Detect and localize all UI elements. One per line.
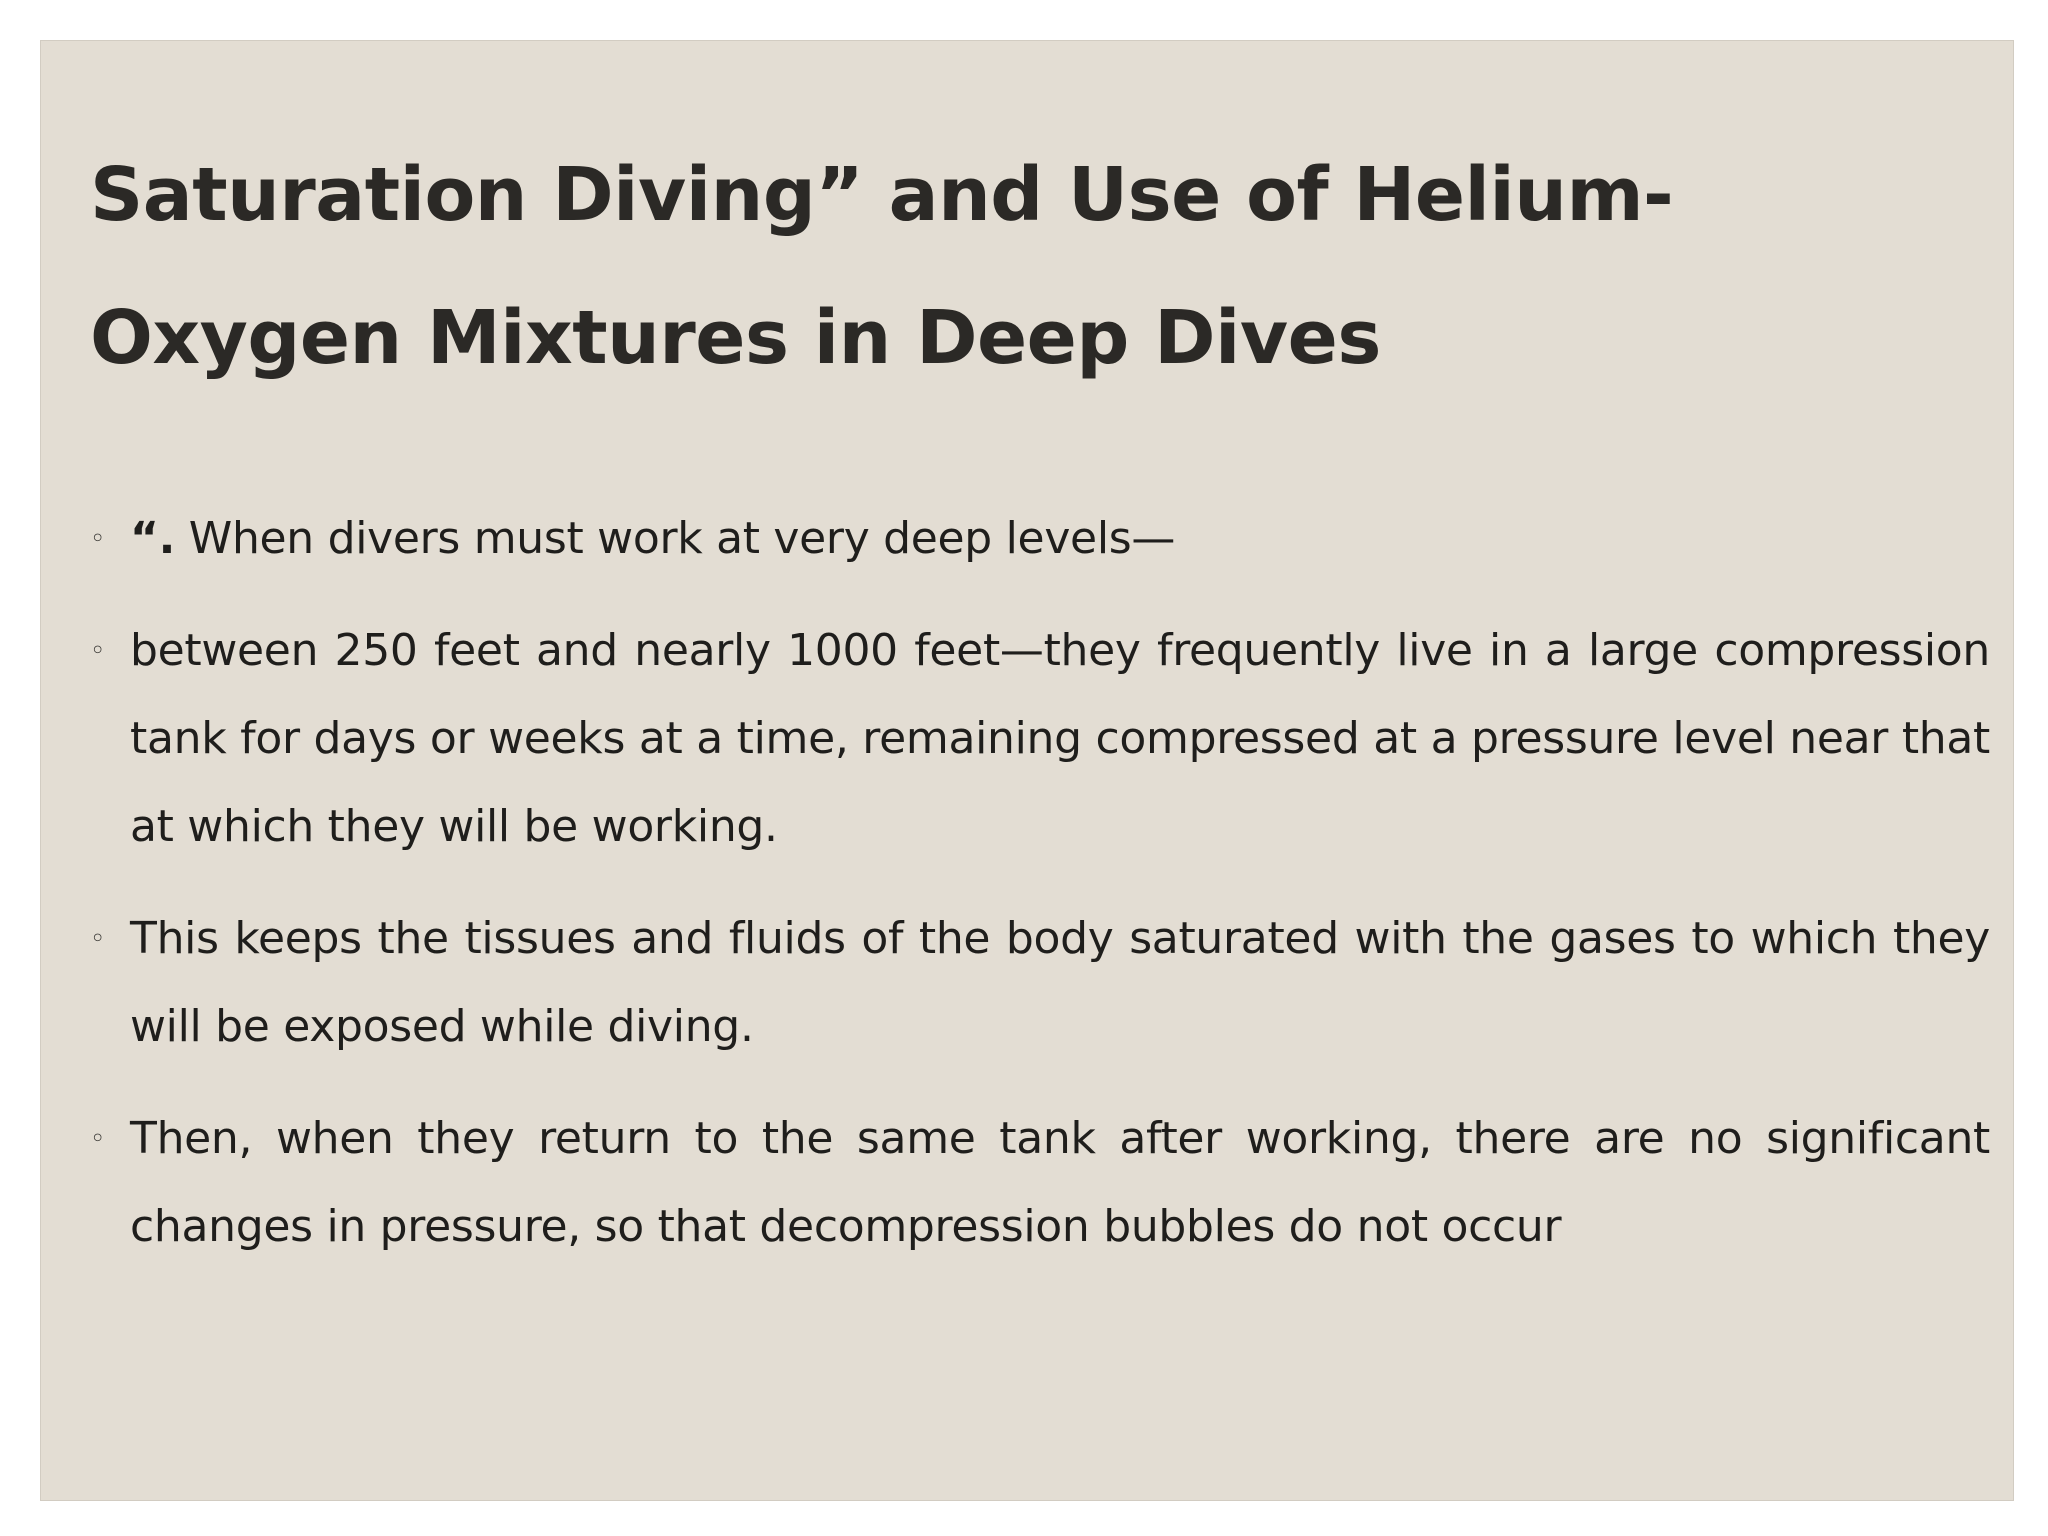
bullet-text: When divers must work at very deep levels— <box>175 513 1176 564</box>
bullet-marker-icon: ◦ <box>90 636 106 666</box>
bullet-marker-icon: ◦ <box>90 524 106 554</box>
slide-title: Saturation Diving” and Use of Helium-Oxygen Mixtures in Deep Dives <box>90 152 1674 381</box>
bullet-item <box>90 607 1990 871</box>
bullet-item <box>90 495 1990 583</box>
bullet-text: Then, when they return to the same tank after working, there are no significant changes in pressure, so that decompression bubbles do not occur <box>130 1113 1990 1252</box>
bullet-text: This keeps the tissues and fluids of the body saturated with the gases to which they will be exposed while diving. <box>130 913 1990 1052</box>
bullet-text: between 250 feet and nearly 1000 feet—they frequently live in a large compression tank for days or weeks at a time, remaining compressed at a pressure level near that at which they will be working. <box>130 625 1990 852</box>
slide <box>40 40 2014 1501</box>
bullet-item <box>90 895 1990 1071</box>
bullet-marker-icon: ◦ <box>90 924 106 954</box>
bullet-item <box>90 1095 1990 1271</box>
bullet-lead: “. <box>130 513 176 564</box>
bullet-list <box>90 495 1990 1295</box>
bullet-marker-icon: ◦ <box>90 1124 106 1154</box>
